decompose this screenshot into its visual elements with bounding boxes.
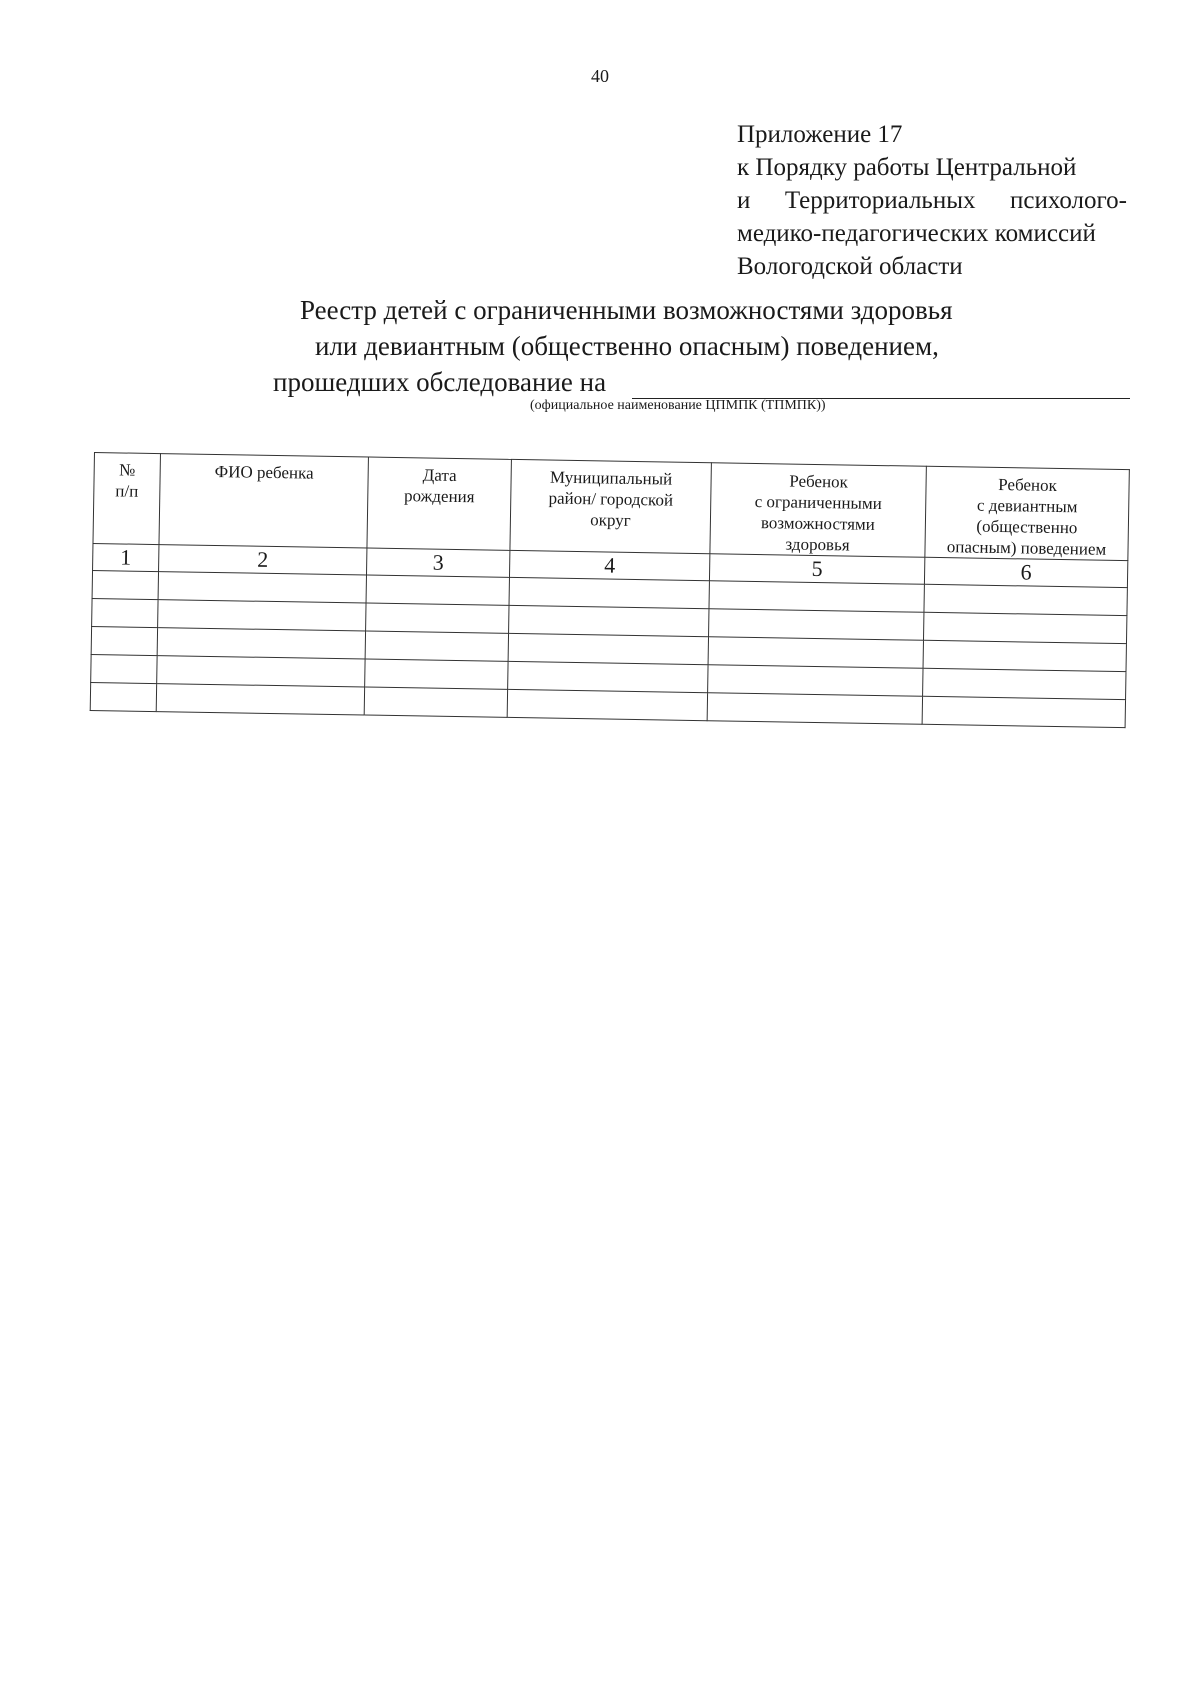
commission-name-caption: (официальное наименование ЦПМПК (ТПМПК))	[530, 398, 826, 413]
table-cell[interactable]	[924, 584, 1127, 615]
table-cell[interactable]	[508, 633, 708, 664]
table-cell[interactable]	[365, 659, 508, 689]
column-number-cell: 4	[509, 550, 709, 580]
table-cell[interactable]	[509, 577, 709, 608]
registry-table	[90, 452, 1130, 728]
table-cell[interactable]	[158, 600, 366, 631]
annex-line-3-word-1: и	[737, 187, 751, 214]
column-number-cell: 3	[366, 548, 509, 577]
table-cell[interactable]	[365, 631, 508, 661]
table-cell[interactable]	[709, 609, 924, 641]
table-cell[interactable]	[92, 598, 158, 627]
table-cell[interactable]	[922, 696, 1125, 727]
document-title	[260, 292, 1020, 400]
annex-line-3	[737, 184, 1127, 217]
header-birth-date: Дата рождения	[367, 457, 511, 550]
header-disabilities: Ребенок с ограниченными возможностями здоровья	[710, 463, 926, 558]
column-number-cell: 1	[93, 543, 159, 571]
table-cell[interactable]	[366, 603, 509, 633]
table-cell[interactable]	[708, 665, 923, 697]
table-cell[interactable]	[156, 684, 364, 715]
page-number: 40	[591, 66, 609, 86]
column-number-cell: 5	[709, 554, 924, 585]
header-deviant: Ребенок с девиантным (общественно опасным) поведением	[925, 466, 1129, 560]
annex-block	[737, 118, 1137, 283]
table-cell[interactable]	[708, 637, 923, 669]
table-cell[interactable]	[509, 605, 709, 636]
table-cell[interactable]	[91, 654, 157, 683]
title-line-2: или девиантным (общественно опасным) поведением,	[315, 331, 939, 361]
header-municipality: Муниципальный район/ городской округ	[510, 459, 711, 553]
table-cell[interactable]	[90, 682, 156, 711]
table-cell[interactable]	[707, 693, 922, 725]
header-fio: ФИО ребенка	[159, 454, 368, 548]
annex-line-3-word-3: психолого-	[1009, 187, 1127, 214]
table-cell[interactable]	[364, 687, 507, 717]
header-number: № п/п	[93, 453, 160, 545]
table-cell[interactable]	[923, 612, 1126, 643]
annex-line-4: медико-педагогических комиссий	[737, 220, 1096, 247]
table-cell[interactable]	[507, 689, 707, 720]
table-cell[interactable]	[508, 661, 708, 692]
annex-line-2: к Порядку работы Центральной	[737, 154, 1077, 181]
annex-line-3-word-2: Территориальных	[784, 187, 976, 214]
table-header-row	[93, 453, 1129, 561]
annex-line-1: Приложение 17	[737, 121, 903, 148]
column-number-cell: 2	[159, 545, 367, 575]
table-cell[interactable]	[366, 575, 509, 605]
table-cell[interactable]	[923, 668, 1126, 699]
annex-line-5: Вологодской области	[737, 253, 963, 280]
table-cell[interactable]	[157, 656, 365, 687]
title-line-3: прошедших обследование на	[273, 367, 607, 397]
table-cell[interactable]	[158, 572, 366, 603]
title-line-1: Реестр детей с ограниченными возможностями здоровья	[300, 295, 953, 325]
column-number-cell: 6	[924, 557, 1127, 587]
table-cell[interactable]	[91, 626, 157, 655]
table-cell[interactable]	[157, 628, 365, 659]
table-cell[interactable]	[92, 570, 158, 599]
registry-table-wrapper	[90, 452, 1129, 728]
table-cell[interactable]	[923, 640, 1126, 671]
table-cell[interactable]	[709, 581, 924, 613]
